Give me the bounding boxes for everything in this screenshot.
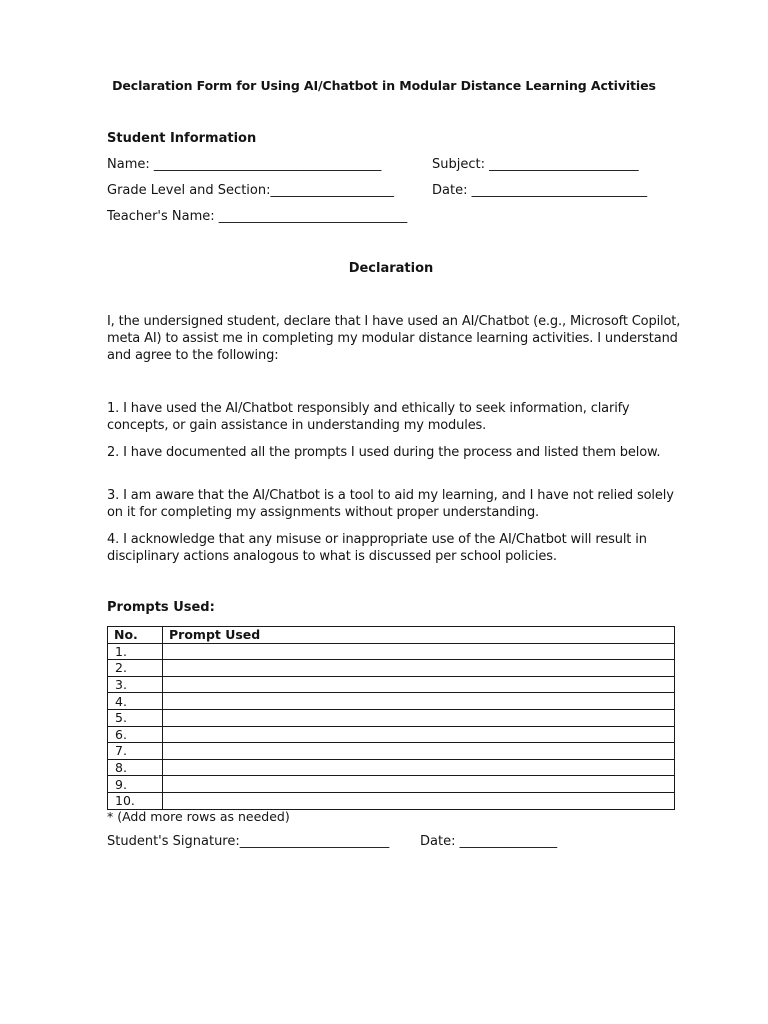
row-number: 9. xyxy=(108,776,163,793)
row-number: 6. xyxy=(108,726,163,743)
name-field[interactable]: Name: ___________________________________ xyxy=(107,157,382,172)
row-number: 8. xyxy=(108,759,163,776)
row-number: 5. xyxy=(108,709,163,726)
prompt-cell[interactable] xyxy=(163,726,675,743)
prompt-cell[interactable] xyxy=(163,660,675,677)
subject-field[interactable]: Subject: _______________________ xyxy=(432,157,639,172)
table-row xyxy=(108,776,675,793)
table-row xyxy=(108,693,675,710)
prompts-table-wrap xyxy=(107,626,675,810)
prompt-cell[interactable] xyxy=(163,676,675,693)
row-number: 10. xyxy=(108,792,163,809)
row-number: 1. xyxy=(108,643,163,660)
prompt-cell[interactable] xyxy=(163,743,675,760)
column-header-no: No. xyxy=(108,627,163,644)
declaration-item-4: 4. I acknowledge that any misuse or inappropriate use of the AI/Chatbot will result in disciplinary actions analogous to what is discussed per school policies. xyxy=(107,532,647,564)
row-number: 3. xyxy=(108,676,163,693)
declaration-intro: I, the undersigned student, declare that I have used an AI/Chatbot (e.g., Microsoft Copilot, meta AI) to assist me in completing my modular distance learning activities. I understand and agree to the following: xyxy=(107,314,681,363)
table-row xyxy=(108,759,675,776)
column-header-prompt: Prompt Used xyxy=(163,627,675,644)
grade-section-field[interactable]: Grade Level and Section:___________________ xyxy=(107,183,394,198)
signature-date-field[interactable]: Date: _______________ xyxy=(420,834,558,849)
row-number: 7. xyxy=(108,743,163,760)
add-rows-note: * (Add more rows as needed) xyxy=(107,809,290,824)
prompt-cell[interactable] xyxy=(163,792,675,809)
signature-field[interactable]: Student's Signature:_______________________ xyxy=(107,834,390,849)
prompt-cell[interactable] xyxy=(163,693,675,710)
prompts-heading: Prompts Used: xyxy=(107,600,215,615)
table-row xyxy=(108,743,675,760)
declaration-heading: Declaration xyxy=(348,261,434,276)
teacher-name-field[interactable]: Teacher's Name: _____________________________ xyxy=(107,209,408,224)
prompt-cell[interactable] xyxy=(163,709,675,726)
table-row xyxy=(108,660,675,677)
declaration-item-2: 2. I have documented all the prompts I used during the process and listed them below. xyxy=(107,445,661,460)
declaration-item-3: 3. I am aware that the AI/Chatbot is a tool to aid my learning, and I have not relied solely on it for completing my assignments without proper understanding. xyxy=(107,488,674,520)
table-row xyxy=(108,709,675,726)
row-number: 4. xyxy=(108,693,163,710)
table-row xyxy=(108,792,675,809)
declaration-item-1: 1. I have used the AI/Chatbot responsibly and ethically to seek information, clarify concepts, or gain assistance in understanding my modules. xyxy=(107,401,630,433)
student-info-heading: Student Information xyxy=(107,131,257,146)
document-title: Declaration Form for Using AI/Chatbot in Modular Distance Learning Activities xyxy=(112,78,656,93)
table-header-row xyxy=(108,627,675,644)
table-row xyxy=(108,643,675,660)
prompt-cell[interactable] xyxy=(163,759,675,776)
table-row xyxy=(108,676,675,693)
row-number: 2. xyxy=(108,660,163,677)
date-field[interactable]: Date: ___________________________ xyxy=(432,183,648,198)
prompts-table xyxy=(107,626,675,810)
prompt-cell[interactable] xyxy=(163,776,675,793)
prompt-cell[interactable] xyxy=(163,643,675,660)
table-row xyxy=(108,726,675,743)
